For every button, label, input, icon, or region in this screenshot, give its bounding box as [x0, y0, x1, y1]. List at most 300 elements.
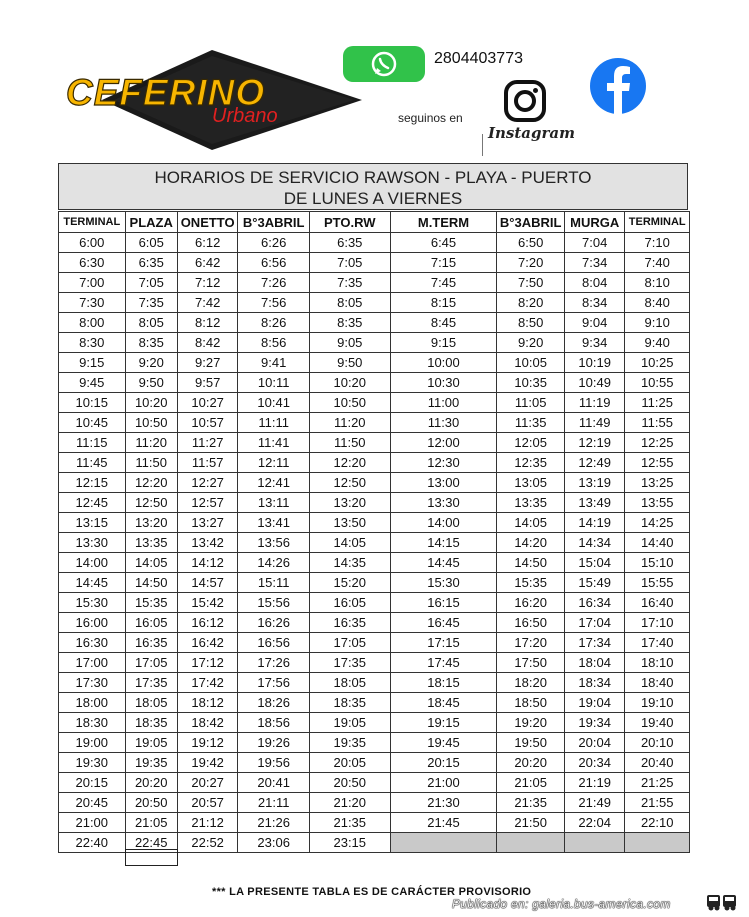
table-cell: 16:05	[125, 613, 177, 633]
table-cell: 19:05	[309, 713, 390, 733]
table-cell: 21:50	[497, 813, 565, 833]
table-cell: 13:20	[309, 493, 390, 513]
table-cell: 17:20	[497, 633, 565, 653]
table-row	[59, 593, 690, 613]
table-cell: 15:20	[309, 573, 390, 593]
table-cell: 10:11	[238, 373, 310, 393]
table-cell: 13:27	[177, 513, 237, 533]
table-cell: 13:49	[564, 493, 624, 513]
table-cell: 7:26	[238, 273, 310, 293]
table-cell: 10:55	[625, 373, 690, 393]
table-cell: 11:45	[59, 453, 126, 473]
table-row	[59, 293, 690, 313]
table-cell: 20:45	[59, 793, 126, 813]
table-cell: 21:25	[625, 773, 690, 793]
table-cell: 7:56	[238, 293, 310, 313]
table-cell: 11:25	[625, 393, 690, 413]
table-cell: 6:30	[59, 253, 126, 273]
table-cell: 14:05	[497, 513, 565, 533]
table-cell: 17:05	[309, 633, 390, 653]
table-cell: 7:42	[177, 293, 237, 313]
table-cell: 6:50	[497, 233, 565, 253]
table-row	[59, 473, 690, 493]
table-cell: 17:12	[177, 653, 237, 673]
column-header: ONETTO	[177, 212, 237, 233]
table-cell: 11:11	[238, 413, 310, 433]
table-cell: 16:30	[59, 633, 126, 653]
table-cell: 10:00	[390, 353, 497, 373]
provisional-note: *** LA PRESENTE TABLA ES DE CARÁCTER PROVISORIO	[212, 886, 532, 898]
table-cell: 13:30	[59, 533, 126, 553]
table-cell: 18:05	[125, 693, 177, 713]
table-cell: 12:11	[238, 453, 310, 473]
table-row	[59, 373, 690, 393]
table-cell: 12:20	[125, 473, 177, 493]
table-cell: 8:05	[309, 293, 390, 313]
table-cell: 17:35	[309, 653, 390, 673]
table-cell: 7:15	[390, 253, 497, 273]
table-cell: 15:55	[625, 573, 690, 593]
table-cell: 20:15	[59, 773, 126, 793]
table-cell: 10:30	[390, 373, 497, 393]
table-cell: 6:35	[309, 233, 390, 253]
table-cell: 15:35	[497, 573, 565, 593]
table-cell: 10:25	[625, 353, 690, 373]
table-cell: 9:10	[625, 313, 690, 333]
table-cell: 16:42	[177, 633, 237, 653]
table-row	[59, 693, 690, 713]
table-cell: 19:34	[564, 713, 624, 733]
table-cell: 21:20	[309, 793, 390, 813]
table-cell: 19:15	[390, 713, 497, 733]
table-row	[59, 353, 690, 373]
table-cell: 8:00	[59, 313, 126, 333]
table-cell: 7:40	[625, 253, 690, 273]
table-cell: 7:04	[564, 233, 624, 253]
table-cell: 17:42	[177, 673, 237, 693]
table-cell: 12:19	[564, 433, 624, 453]
table-cell: 11:05	[497, 393, 565, 413]
table-cell: 13:56	[238, 533, 310, 553]
table-cell: 8:40	[625, 293, 690, 313]
table-cell: 9:15	[59, 353, 126, 373]
table-cell: 9:27	[177, 353, 237, 373]
instagram-icon[interactable]	[503, 79, 547, 123]
table-cell: 8:45	[390, 313, 497, 333]
table-cell: 14:25	[625, 513, 690, 533]
table-cell: 17:40	[625, 633, 690, 653]
table-cell	[564, 833, 624, 853]
table-cell: 20:27	[177, 773, 237, 793]
table-row	[59, 493, 690, 513]
table-cell: 9:45	[59, 373, 126, 393]
table-cell: 12:41	[238, 473, 310, 493]
table-cell: 11:55	[625, 413, 690, 433]
table-cell: 10:20	[125, 393, 177, 413]
table-cell: 17:50	[497, 653, 565, 673]
table-cell: 19:05	[125, 733, 177, 753]
table-cell: 14:19	[564, 513, 624, 533]
schedule-title-line2: DE LUNES A VIERNES	[283, 189, 463, 208]
table-cell: 11:00	[390, 393, 497, 413]
table-cell: 16:05	[309, 593, 390, 613]
table-cell: 14:50	[497, 553, 565, 573]
table-cell: 21:30	[390, 793, 497, 813]
table-cell: 9:34	[564, 333, 624, 353]
table-cell: 22:52	[177, 833, 237, 853]
follow-text: seguinos en	[398, 111, 463, 125]
table-cell: 11:49	[564, 413, 624, 433]
table-cell: 21:12	[177, 813, 237, 833]
table-row	[59, 813, 690, 833]
column-header: TERMINAL	[625, 212, 690, 233]
divider	[482, 134, 483, 156]
table-cell: 20:04	[564, 733, 624, 753]
table-cell: 12:35	[497, 453, 565, 473]
table-cell: 19:30	[59, 753, 126, 773]
table-cell: 12:15	[59, 473, 126, 493]
table-cell: 10:20	[309, 373, 390, 393]
table-cell: 14:15	[390, 533, 497, 553]
table-cell: 8:15	[390, 293, 497, 313]
table-cell: 15:04	[564, 553, 624, 573]
table-cell: 17:15	[390, 633, 497, 653]
table-cell: 13:55	[625, 493, 690, 513]
table-cell: 21:05	[125, 813, 177, 833]
table-cell: 18:12	[177, 693, 237, 713]
column-header: TERMINAL	[59, 212, 126, 233]
table-cell: 18:50	[497, 693, 565, 713]
table-cell: 21:00	[390, 773, 497, 793]
table-row	[59, 513, 690, 533]
table-cell: 15:42	[177, 593, 237, 613]
table-cell: 18:04	[564, 653, 624, 673]
table-cell: 7:00	[59, 273, 126, 293]
table-cell: 17:10	[625, 613, 690, 633]
logo-main-text: CEFERINO	[66, 72, 266, 113]
table-cell: 8:12	[177, 313, 237, 333]
table-cell: 17:26	[238, 653, 310, 673]
table-cell: 13:35	[497, 493, 565, 513]
table-cell: 12:20	[309, 453, 390, 473]
table-cell: 18:10	[625, 653, 690, 673]
table-cell: 18:15	[390, 673, 497, 693]
table-cell: 9:50	[309, 353, 390, 373]
table-cell: 13:30	[390, 493, 497, 513]
table-cell: 12:45	[59, 493, 126, 513]
table-cell: 12:49	[564, 453, 624, 473]
bus-icon	[706, 892, 738, 912]
column-header: PLAZA	[125, 212, 177, 233]
table-cell: 12:55	[625, 453, 690, 473]
table-cell: 15:11	[238, 573, 310, 593]
table-cell: 22:10	[625, 813, 690, 833]
table-cell: 14:05	[125, 553, 177, 573]
table-cell: 9:04	[564, 313, 624, 333]
table-cell: 8:20	[497, 293, 565, 313]
table-cell: 16:26	[238, 613, 310, 633]
logo-sub-text: Urbano	[212, 105, 278, 127]
table-cell: 20:40	[625, 753, 690, 773]
table-cell: 11:50	[309, 433, 390, 453]
table-cell: 13:11	[238, 493, 310, 513]
table-cell: 19:00	[59, 733, 126, 753]
table-cell: 11:27	[177, 433, 237, 453]
table-cell: 11:19	[564, 393, 624, 413]
table-cell: 7:10	[625, 233, 690, 253]
table-header-row	[59, 212, 690, 233]
table-cell: 9:20	[125, 353, 177, 373]
table-cell: 17:30	[59, 673, 126, 693]
table-cell: 8:26	[238, 313, 310, 333]
column-header: B°3ABRIL	[238, 212, 310, 233]
table-cell: 8:35	[125, 333, 177, 353]
table-cell	[625, 833, 690, 853]
ceferino-logo	[62, 50, 372, 152]
table-cell: 16:45	[390, 613, 497, 633]
table-cell: 18:35	[309, 693, 390, 713]
table-cell: 13:42	[177, 533, 237, 553]
empty-box	[125, 849, 178, 866]
instagram-label: Instagram	[488, 124, 575, 142]
table-cell: 8:35	[309, 313, 390, 333]
table-cell: 13:25	[625, 473, 690, 493]
table-cell: 13:41	[238, 513, 310, 533]
table-row	[59, 413, 690, 433]
table-cell: 10:19	[564, 353, 624, 373]
table-cell: 19:35	[125, 753, 177, 773]
table-cell: 15:30	[59, 593, 126, 613]
table-cell: 19:10	[625, 693, 690, 713]
table-cell: 7:45	[390, 273, 497, 293]
table-row	[59, 753, 690, 773]
table-cell: 10:50	[309, 393, 390, 413]
table-cell: 14:34	[564, 533, 624, 553]
table-cell: 17:34	[564, 633, 624, 653]
table-cell: 21:45	[390, 813, 497, 833]
table-cell: 8:10	[625, 273, 690, 293]
table-cell: 19:20	[497, 713, 565, 733]
table-cell: 6:35	[125, 253, 177, 273]
table-cell: 8:56	[238, 333, 310, 353]
table-cell: 11:50	[125, 453, 177, 473]
table-cell: 7:05	[125, 273, 177, 293]
table-cell: 12:05	[497, 433, 565, 453]
table-row	[59, 313, 690, 333]
table-row	[59, 233, 690, 253]
table-cell: 9:57	[177, 373, 237, 393]
table-cell: 17:56	[238, 673, 310, 693]
table-cell: 13:19	[564, 473, 624, 493]
table-cell: 18:45	[390, 693, 497, 713]
table-cell: 21:49	[564, 793, 624, 813]
table-cell: 9:40	[625, 333, 690, 353]
table-cell: 19:45	[390, 733, 497, 753]
table-cell: 8:05	[125, 313, 177, 333]
table-cell: 14:57	[177, 573, 237, 593]
table-cell: 9:15	[390, 333, 497, 353]
table-cell: 16:00	[59, 613, 126, 633]
table-cell: 6:45	[390, 233, 497, 253]
table-cell: 10:49	[564, 373, 624, 393]
table-cell: 18:20	[497, 673, 565, 693]
table-row	[59, 773, 690, 793]
table-cell: 20:10	[625, 733, 690, 753]
table-cell: 20:34	[564, 753, 624, 773]
table-cell: 18:56	[238, 713, 310, 733]
table-cell: 19:56	[238, 753, 310, 773]
table-cell: 8:50	[497, 313, 565, 333]
table-cell: 17:35	[125, 673, 177, 693]
table-cell: 16:35	[125, 633, 177, 653]
whatsapp-icon[interactable]	[343, 46, 425, 82]
schedule-table	[58, 211, 690, 853]
table-cell: 21:26	[238, 813, 310, 833]
table-cell: 10:50	[125, 413, 177, 433]
table-cell: 18:30	[59, 713, 126, 733]
schedule-title	[58, 163, 688, 210]
table-cell: 9:50	[125, 373, 177, 393]
table-cell: 14:12	[177, 553, 237, 573]
table-cell: 10:35	[497, 373, 565, 393]
table-row	[59, 433, 690, 453]
table-cell: 12:50	[309, 473, 390, 493]
table-cell: 12:27	[177, 473, 237, 493]
table-cell: 15:30	[390, 573, 497, 593]
table-cell: 22:40	[59, 833, 126, 853]
table-cell: 19:12	[177, 733, 237, 753]
schedule-body	[59, 233, 690, 853]
table-cell: 11:20	[125, 433, 177, 453]
table-row	[59, 533, 690, 553]
table-cell: 14:26	[238, 553, 310, 573]
table-row	[59, 633, 690, 653]
table-cell: 20:20	[497, 753, 565, 773]
table-cell: 7:35	[309, 273, 390, 293]
schedule-title-line1: HORARIOS DE SERVICIO RAWSON - PLAYA - PUERTO	[154, 168, 592, 187]
facebook-icon[interactable]	[582, 57, 654, 115]
table-cell: 14:00	[390, 513, 497, 533]
table-cell: 7:35	[125, 293, 177, 313]
table-cell: 6:12	[177, 233, 237, 253]
table-row	[59, 733, 690, 753]
table-cell: 13:00	[390, 473, 497, 493]
table-cell: 16:15	[390, 593, 497, 613]
table-row	[59, 253, 690, 273]
table-cell: 7:34	[564, 253, 624, 273]
table-row	[59, 653, 690, 673]
table-cell: 21:19	[564, 773, 624, 793]
table-row	[59, 613, 690, 633]
watermark-text: Publicado en: galeria.bus-america.com	[452, 897, 671, 911]
table-cell: 21:05	[497, 773, 565, 793]
table-cell: 11:30	[390, 413, 497, 433]
table-cell: 22:45	[125, 833, 177, 853]
table-cell: 9:05	[309, 333, 390, 353]
table-cell: 15:49	[564, 573, 624, 593]
table-cell: 14:40	[625, 533, 690, 553]
table-cell: 17:00	[59, 653, 126, 673]
table-cell: 18:05	[309, 673, 390, 693]
table-cell: 9:20	[497, 333, 565, 353]
table-cell: 16:12	[177, 613, 237, 633]
table-cell: 16:56	[238, 633, 310, 653]
table-cell: 14:20	[497, 533, 565, 553]
table-cell: 11:41	[238, 433, 310, 453]
table-cell: 12:57	[177, 493, 237, 513]
table-cell: 8:04	[564, 273, 624, 293]
table-cell: 22:04	[564, 813, 624, 833]
table-row	[59, 553, 690, 573]
table-cell: 12:25	[625, 433, 690, 453]
table-cell: 7:12	[177, 273, 237, 293]
table-cell: 19:26	[238, 733, 310, 753]
table-cell: 19:35	[309, 733, 390, 753]
table-cell: 17:45	[390, 653, 497, 673]
table-cell: 17:05	[125, 653, 177, 673]
table-cell: 18:35	[125, 713, 177, 733]
table-cell: 7:50	[497, 273, 565, 293]
table-cell	[390, 833, 497, 853]
table-cell: 10:41	[238, 393, 310, 413]
table-cell: 10:15	[59, 393, 126, 413]
table-cell: 13:05	[497, 473, 565, 493]
column-header: M.TERM	[390, 212, 497, 233]
table-cell: 21:35	[497, 793, 565, 813]
table-cell: 7:05	[309, 253, 390, 273]
column-header: MURGA	[564, 212, 624, 233]
table-cell: 21:55	[625, 793, 690, 813]
table-cell	[497, 833, 565, 853]
column-header: B°3ABRIL	[497, 212, 565, 233]
table-row	[59, 273, 690, 293]
table-cell: 7:20	[497, 253, 565, 273]
table-cell: 16:34	[564, 593, 624, 613]
table-cell: 16:40	[625, 593, 690, 613]
table-row	[59, 333, 690, 353]
table-cell: 8:42	[177, 333, 237, 353]
table-cell: 11:57	[177, 453, 237, 473]
table-cell: 9:41	[238, 353, 310, 373]
table-cell: 6:00	[59, 233, 126, 253]
table-cell: 18:26	[238, 693, 310, 713]
table-cell: 13:50	[309, 513, 390, 533]
table-row	[59, 393, 690, 413]
table-cell: 11:35	[497, 413, 565, 433]
table-cell: 18:00	[59, 693, 126, 713]
table-cell: 14:45	[59, 573, 126, 593]
table-cell: 13:35	[125, 533, 177, 553]
table-cell: 18:40	[625, 673, 690, 693]
table-cell: 20:50	[309, 773, 390, 793]
table-cell: 17:04	[564, 613, 624, 633]
table-cell: 21:00	[59, 813, 126, 833]
table-cell: 16:50	[497, 613, 565, 633]
table-row	[59, 793, 690, 813]
table-cell: 12:00	[390, 433, 497, 453]
table-cell: 11:20	[309, 413, 390, 433]
table-cell: 14:50	[125, 573, 177, 593]
table-cell: 20:41	[238, 773, 310, 793]
table-cell: 19:42	[177, 753, 237, 773]
table-cell: 6:42	[177, 253, 237, 273]
table-cell: 20:57	[177, 793, 237, 813]
table-cell: 12:50	[125, 493, 177, 513]
table-cell: 14:45	[390, 553, 497, 573]
table-cell: 10:27	[177, 393, 237, 413]
table-cell: 19:04	[564, 693, 624, 713]
table-row	[59, 573, 690, 593]
